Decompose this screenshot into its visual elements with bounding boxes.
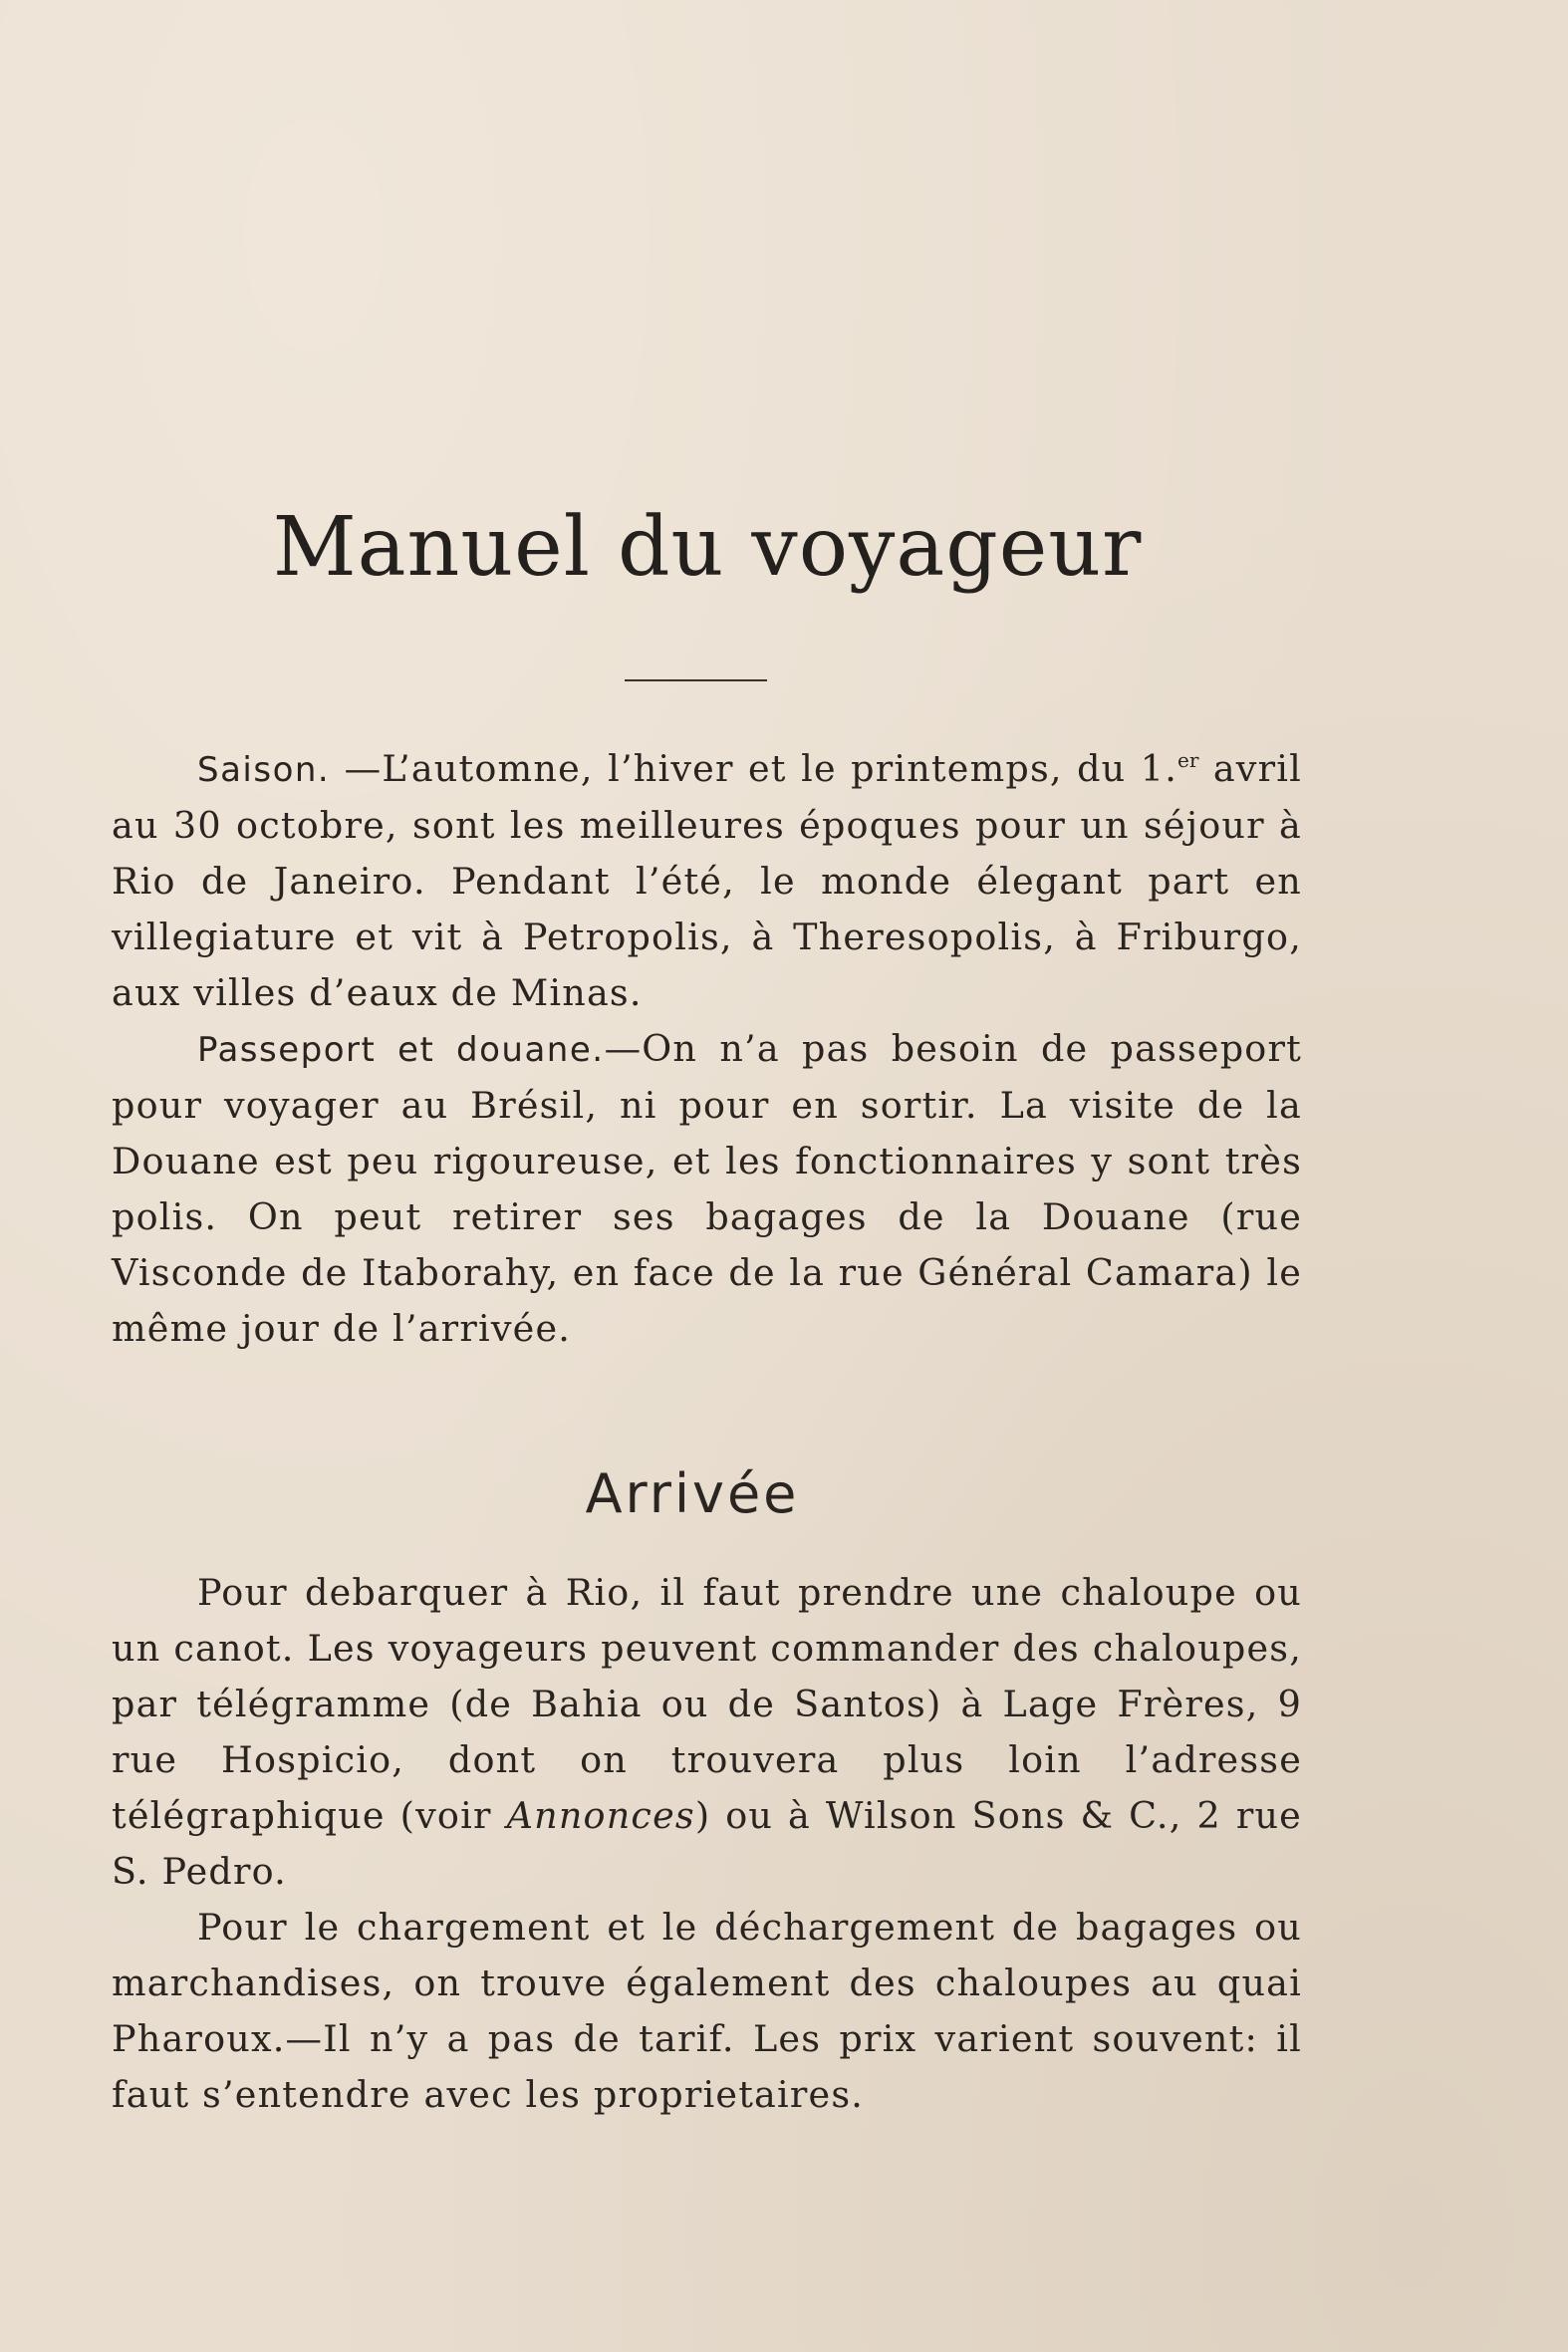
section-heading-arrivee: Arrivée (585, 1462, 800, 1525)
page-title: Manuel du voyageur (272, 500, 1143, 595)
passeport-text: —On n’a pas besoin de passeport pour voyager au Brésil, ni pour en sortir. La visite de la Douane est peu rigoureuse, et les fonctionnaires y sont très polis. On peut retirer ses bagages de la Douane (rue Visconde de Itaborahy, en face de la rue Général Camara) le même jour de l’arrivée. (112, 1027, 1302, 1350)
paragraph-passeport (112, 1021, 1302, 1357)
section-intro (112, 732, 1302, 1357)
paragraph-arrivee-1 (112, 1565, 1302, 1900)
arrivee-p1-text-b: ) ou à Wilson Sons & C., 2 rue S. Pedro. (112, 1794, 1302, 1893)
saison-text-a: —L’automne, l’hiver et le printemps, du 1. (330, 747, 1178, 790)
arrivee-p1-text-a: Pour debarquer à Rio, il faut prendre une chaloupe ou un canot. Les voyageurs peuvent commander des chaloupes, par télégramme (de Bahia ou de Santos) à Lage Frères, 9 rue Hospicio, dont on trouvera plus loin l’adresse télégraphique (voir (112, 1571, 1302, 1837)
section-arrivee (112, 1565, 1302, 2123)
paragraph-arrivee-2: Pour le chargement et le déchargement de bagages ou marchandises, on trouve également des chaloupes au quai Pharoux.—Il n’y a pas de tarif. Les prix varient souvent: il faut s’entendre avec les proprietaires. (112, 1906, 1302, 2116)
title-divider (625, 679, 767, 681)
saison-sup: er (1177, 748, 1199, 772)
saison-lead: Saison. (197, 750, 331, 790)
paragraph-saison (112, 732, 1302, 1021)
saison-text-b: avril au 30 octobre, sont les meilleures époques pour un séjour à Rio de Janeiro. Pendant l’été, le monde élegant part en villegiature et vit à Petropolis, à Theresopolis, à Friburgo, aux villes d’eaux de Minas. (112, 747, 1302, 1014)
passeport-lead: Passeport et douane. (197, 1030, 605, 1070)
arrivee-p1-italic: Annonces (506, 1794, 695, 1837)
